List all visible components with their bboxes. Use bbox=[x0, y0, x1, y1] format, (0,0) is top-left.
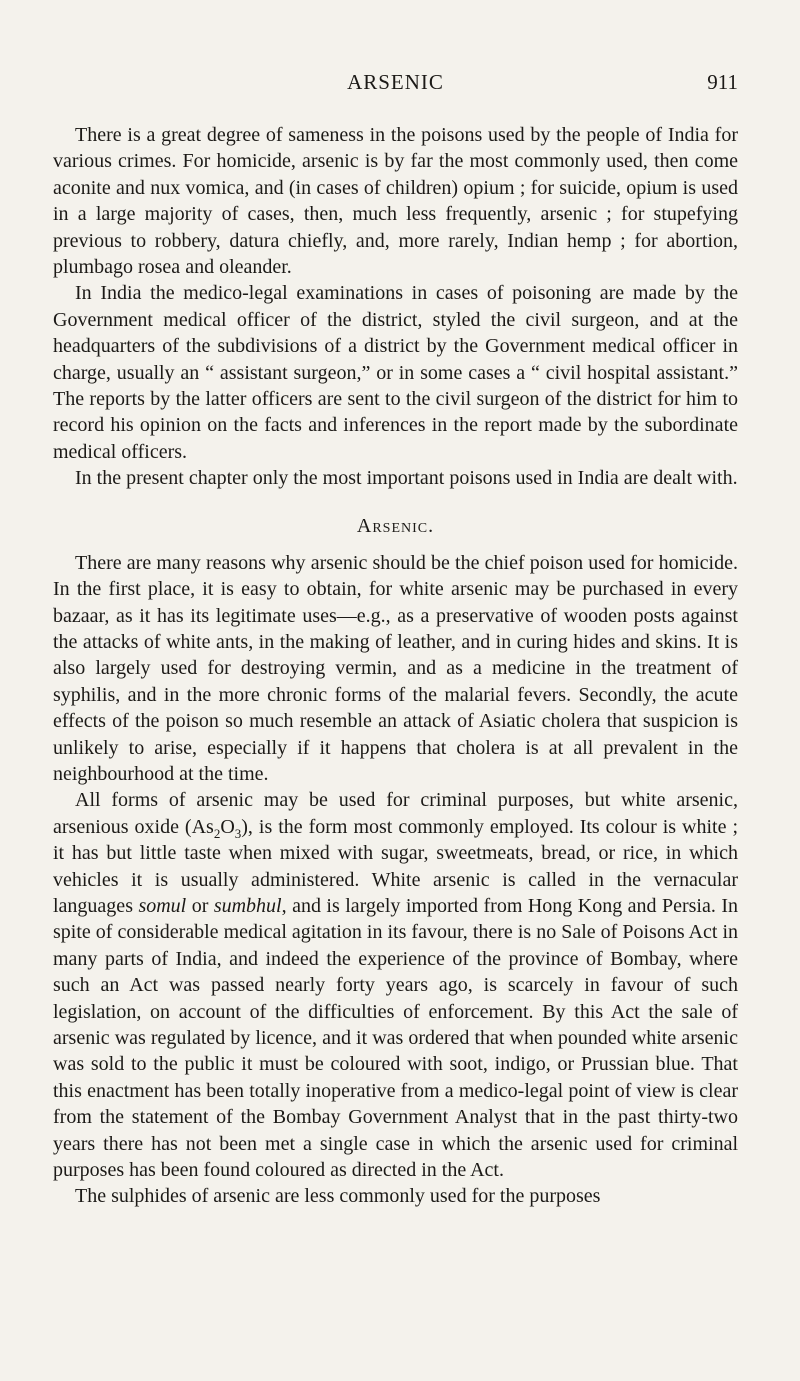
text-run: All forms of arsenic may be used for criminal purposes, but white arsenic, arsenious oxide (As bbox=[53, 789, 738, 838]
text-run: or bbox=[186, 894, 214, 917]
paragraph-poisons-india: There is a great degree of sameness in the poisons used by the people of India for various crimes. For homicide, arsenic is by far the most commonly used, then come aconite and nux vomica, and (in cases of children) opium ; for suicide, opium is used in a large majority of cases, then, much less frequently, arsenic ; for stupefying previous to robbery, datura chiefly, and, more rarely, Indian hemp ; for abortion, plumbago rosea and oleander. bbox=[53, 124, 738, 279]
paragraph-medico-legal: In India the medico-legal examinations in cases of poisoning are made by the Government medical officer of the district, styled the civil surgeon, and at the headquarters of the subdivisions of a district by the Government medical officer in charge, usually an “ assistant surgeon,” or in some cases a “ civil hospital assistant.” The reports by the latter officers are sent to the civil surgeon of the district for him to record his opinion on the facts and inferences in the report made by the subordinate medical officers. bbox=[53, 282, 738, 463]
paragraph-arsenic-forms bbox=[53, 787, 738, 1183]
body-text bbox=[53, 122, 738, 1210]
subscript: 3 bbox=[234, 825, 242, 841]
paragraph-arsenic-reasons: There are many reasons why arsenic should be the chief poison used for homicide. In the first place, it is easy to obtain, for white arsenic may be purchased in every bazaar, as it has its legitimate uses—e.g., as a preservative of wooden posts against the attacks of white ants, in the making of leather, and in curing hides and skins. It is also largely used for destroying vermin, and as a medicine in the treatment of syphilis, and in the more chronic forms of the malarial fevers. Secondly, the acute effects of the poison so much resemble an attack of Asiatic cholera that suspicion is unlikely to arise, especially if it happens that cholera is at all prevalent in the neighbourhood at the time. bbox=[53, 551, 738, 785]
paragraph-sulphides: The sulphides of arsenic are less commonly used for the purposes bbox=[75, 1185, 601, 1208]
vernacular-term: somul bbox=[138, 894, 187, 917]
paragraph-chapter-scope: In the present chapter only the most important poisons used in India are dealt with. bbox=[75, 467, 738, 490]
page-number: 911 bbox=[707, 70, 738, 94]
section-heading-arsenic: Arsenic. bbox=[356, 514, 435, 537]
text-run: ), is the form most commonly employed. Its colour is white ; it has but little taste when mixed with sugar, sweetmeats, bread, or rice, in which vehicles it is usually administered. White arsenic is called in the vernacular languages bbox=[53, 815, 739, 917]
text-run: O bbox=[220, 815, 235, 838]
running-head bbox=[53, 70, 738, 106]
text-run: , and is largely imported from Hong Kong and Persia. In spite of considerable medical agitation in its favour, there is no Sale of Poisons Act in many parts of India, and indeed the experience of the province of Bombay, where such an Act was passed nearly forty years ago, is scarcely in favour of such legislation, on account of the difficulties of enforcement. By this Act the sale of arsenic was regulated by licence, and it was ordered that when pounded white arsenic was sold to the public it must be coloured with soot, indigo, or Prussian blue. That this enactment has been totally inoperative from a medico-legal point of view is clear from the statement of the Bombay Government Analyst that in the past thirty-two years there has not been met a single case in which the arsenic used for criminal purposes has been found coloured as directed in the Act. bbox=[53, 894, 738, 1182]
running-title: ARSENIC bbox=[347, 70, 444, 94]
subscript: 2 bbox=[213, 825, 221, 841]
vernacular-term: sumbhul bbox=[213, 894, 282, 917]
